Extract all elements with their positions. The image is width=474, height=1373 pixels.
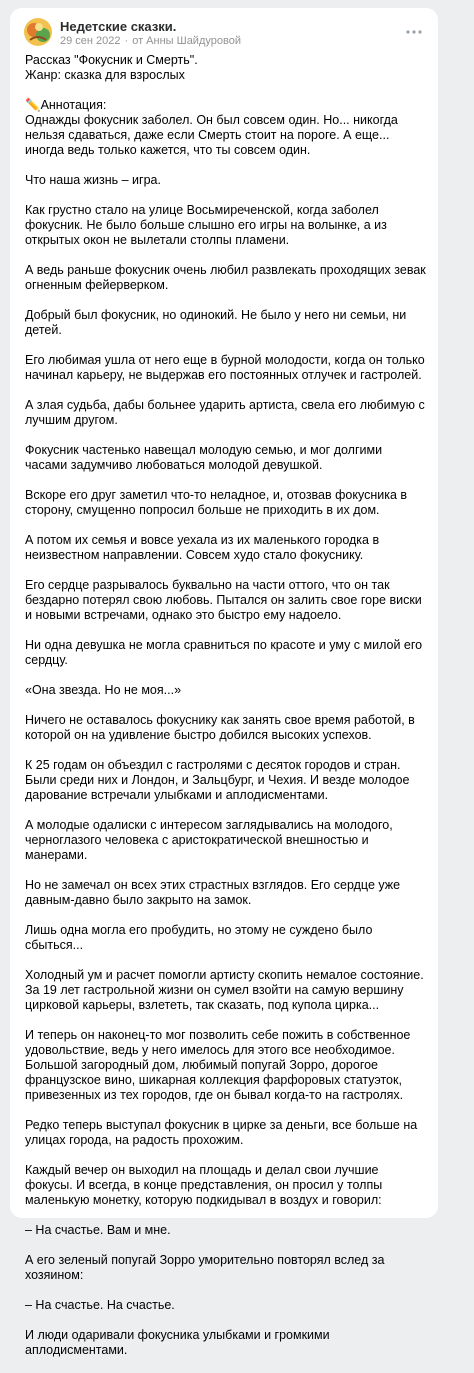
post-paragraph: А злая судьба, дабы больнее ударить артиста, свела его любимую с лучшим другом. <box>25 398 425 427</box>
post-paragraph: Лишь одна могла его пробудить, но этому не суждено было сбыться... <box>25 923 373 952</box>
post-paragraph: И теперь он наконец-то мог позволить себе пожить в собственное удовольствие, ведь у него имелось для этого все необходимое. Большой загородный дом, любимый попугай Зорро, дорогое французское вино, шикарная коллекция фарфоровых статуэток, привезенных из тех городов, где он бывал когда-то на гастролях. <box>25 1028 411 1102</box>
post-date[interactable]: 29 сен 2022 <box>60 35 121 47</box>
post-paragraph: Каждый вечер он выходил на площадь и делал свои лучшие фокусы. И всегда, в конце представления, он просил у толпы маленькую монетку, которую подкидывал в воздух и говорил: <box>25 1163 383 1207</box>
post-paragraph: А ведь раньше фокусник очень любил развлекать проходящих зевак огненным фейерверком. <box>25 263 426 292</box>
post-meta <box>60 35 241 47</box>
post-paragraph: Фокусник частенько навещал молодую семью, и мог долгими часами задумчиво любоваться молодой девушкой. <box>25 443 383 472</box>
meta-separator: · <box>124 35 129 47</box>
post-paragraph: Его сердце разрывалось буквально на части оттого, что он так бездарно потерял свою любовь. Пытался он залить свое горе виски и новыми встречами, однако это быстро ему надоело. <box>25 578 422 622</box>
post-paragraph: Его любимая ушла от него еще в бурной молодости, когда он только начинал карьеру, не выдержав его постоянных отлучек и гастролей. <box>25 353 425 382</box>
more-dots-icon <box>404 24 424 40</box>
more-options-button[interactable] <box>404 24 424 40</box>
post-paragraph: Рассказ "Фокусник и Смерть". Жанр: сказка для взрослых <box>25 53 198 82</box>
post-paragraph: Холодный ум и расчет помогли артисту скопить немалое состояние. За 19 лет гастрольной жизни он сумел взойти на самую вершину цирковой карьеры, взлететь, так сказать, под купола цирка... <box>25 968 424 1012</box>
post-paragraph: Добрый был фокусник, но одинокий. Не было у него ни семьи, ни детей. <box>25 308 407 337</box>
post-paragraph: – На счастье. Вам и мне. <box>25 1223 171 1237</box>
post-paragraph: Редко теперь выступал фокусник в цирке за деньги, все больше на улицах города, на радость прохожим. <box>25 1118 418 1147</box>
post-paragraph: Но не замечал он всех этих страстных взглядов. Его сердце уже давным-давно было закрыто на замок. <box>25 878 401 907</box>
post-paragraph: И люди одаривали фокусника улыбками и громкими аплодисментами. <box>25 1328 330 1357</box>
post-paragraph: Что наша жизнь – игра. <box>25 173 161 187</box>
post-paragraph: К 25 годам он объездил с гастролями с десяток городов и стран. Были среди них и Лондон, и Зальцбург, и Чехия. И везде молодое дарование встречали улыбками и аплодисментами. <box>25 758 410 802</box>
post-paragraph: – На счастье. На счастье. <box>25 1298 175 1312</box>
post-paragraph: Вскоре его друг заметил что-то неладное, и, отозвав фокусника в сторону, смущенно попросил больше не приходить в их дом. <box>25 488 408 517</box>
author-name[interactable]: Недетские сказки. <box>60 19 177 34</box>
post-header <box>24 18 426 50</box>
post-paragraph: А его зеленый попугай Зорро уморительно повторял вслед за хозяином: <box>25 1253 385 1282</box>
post-card <box>10 8 438 1357</box>
avatar-image-icon <box>24 18 52 46</box>
post-paragraph: А потом их семья и вовсе уехала из их маленького городка в неизвестном направлении. Совсем худо стало фокуснику. <box>25 533 380 562</box>
post-paragraph: Как грустно стало на улице Восьмиреченской, когда заболел фокусник. Не было больше слышно его игры на волынке, а из открытых окон не вылетали столпы пламени. <box>25 203 387 247</box>
post-paragraph: ✏️Аннотация: Однажды фокусник заболел. Он был совсем один. Но... никогда нельзя сдаваться, даже если Смерть стоит на пороге. А еще... иногда ведь только кажется, что ты совсем один. <box>25 98 398 157</box>
post-text <box>25 53 426 1373</box>
post-paragraph: А молодые одалиски с интересом заглядывались на молодого, черноглазого человека с аристократической внешностью и манерами. <box>25 818 393 862</box>
post-byline: от Анны Шайдуровой <box>132 35 241 47</box>
post-paragraph: Ни одна девушка не могла сравниться по красоте и уму с милой его сердцу. <box>25 638 423 667</box>
post-paragraph: «Она звезда. Но не моя...» <box>25 683 182 697</box>
post-paragraph: Ничего не оставалось фокуснику как занять свое время работой, в которой он на удивление быстро добился высоких успехов. <box>25 713 415 742</box>
avatar[interactable] <box>24 18 52 46</box>
